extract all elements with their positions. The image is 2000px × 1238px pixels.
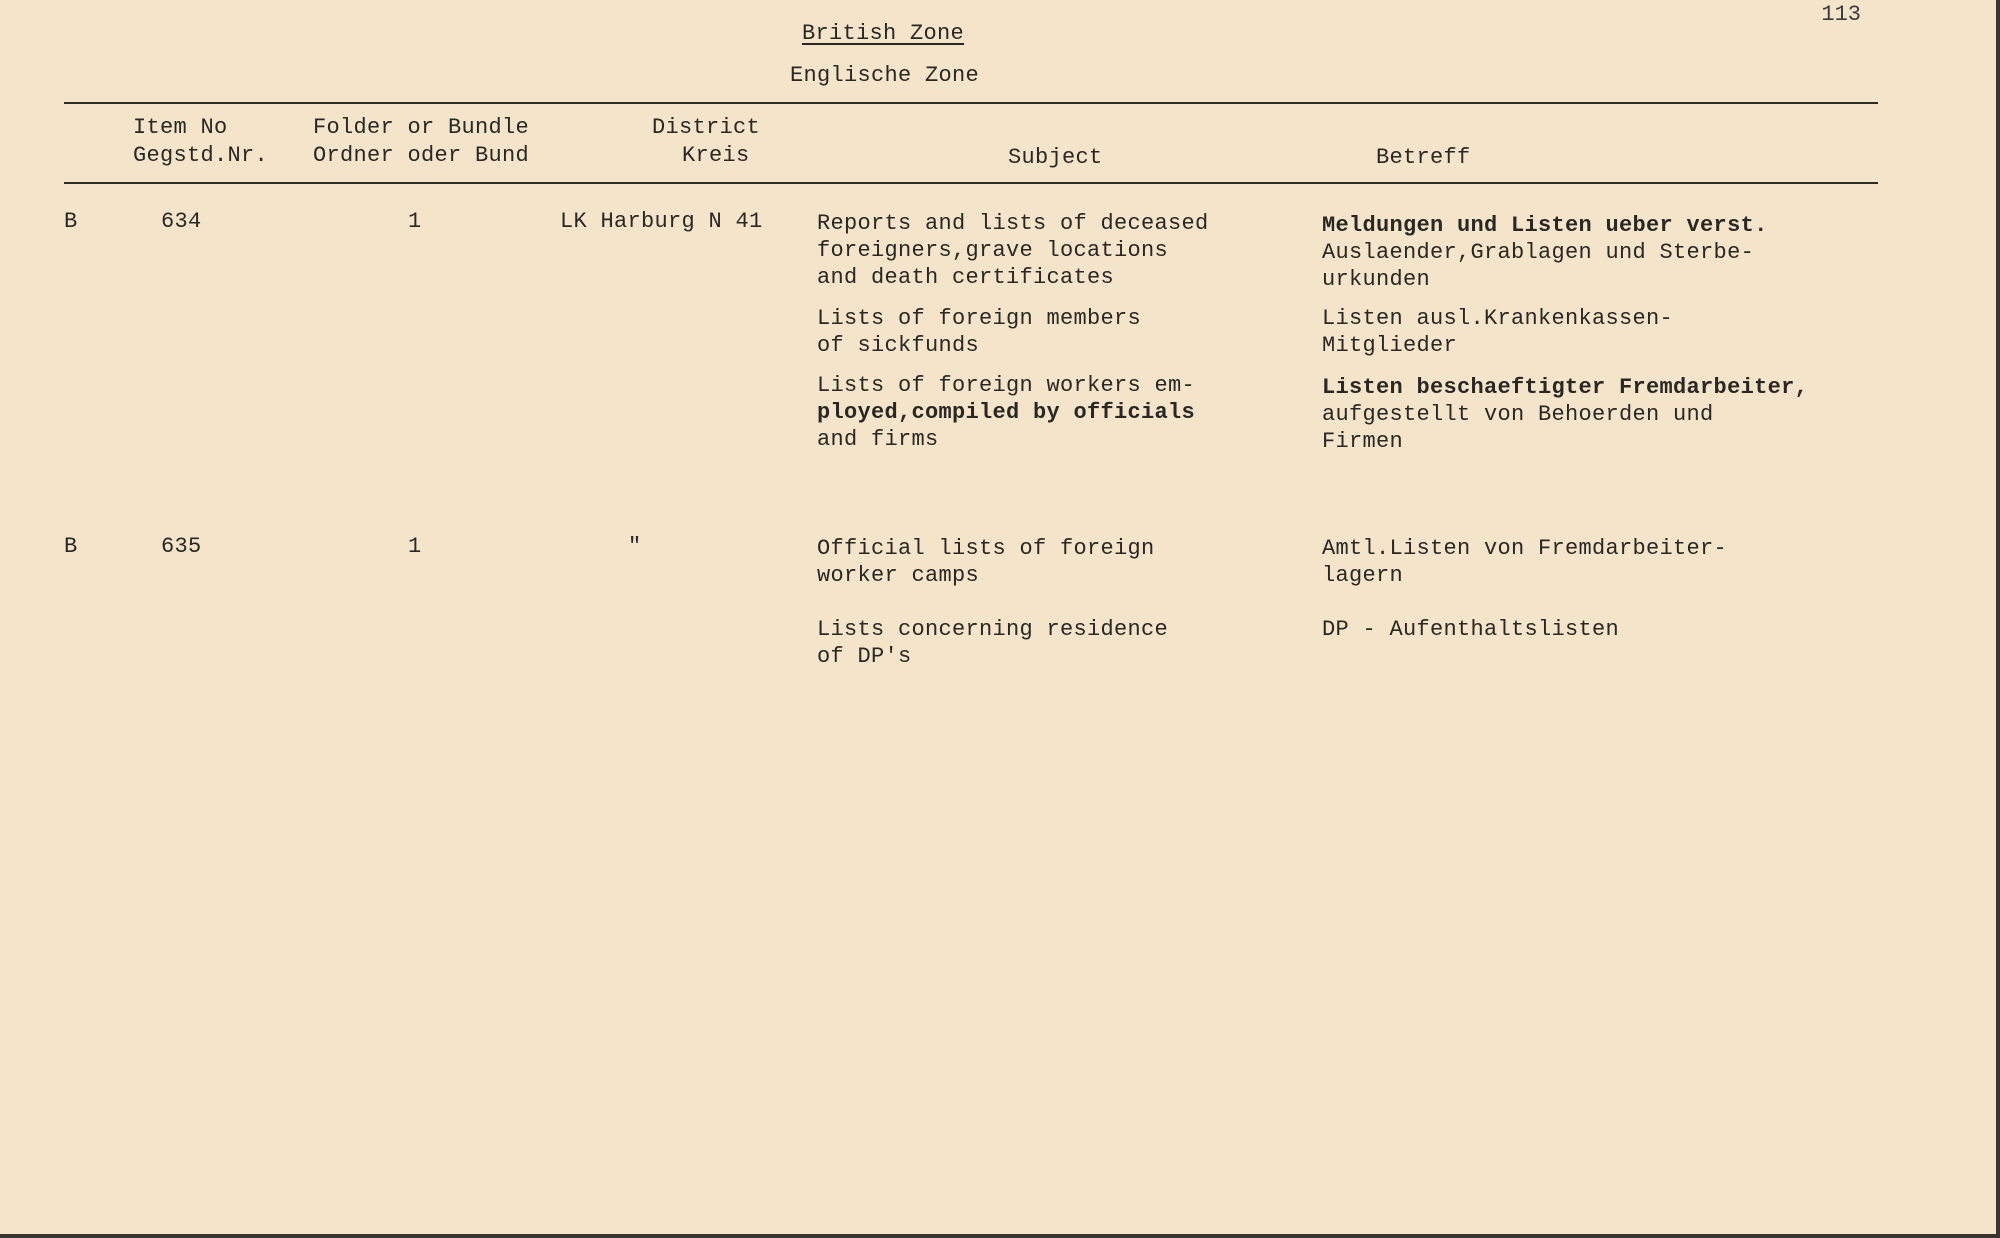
- header-bottom-rule: [64, 182, 1878, 184]
- row-prefix: B: [64, 209, 78, 234]
- subject-line: Lists of foreign members: [817, 306, 1142, 331]
- col-header-folder-de: Ordner oder Bund: [313, 143, 530, 168]
- betreff-line: Mitglieder: [1322, 333, 1458, 358]
- betreff-line: Listen ausl.Krankenkassen-: [1322, 306, 1674, 331]
- subject-line: of sickfunds: [817, 333, 980, 358]
- subject-line: Reports and lists of deceased: [817, 211, 1209, 236]
- betreff-line: Listen beschaeftigter Fremdarbeiter,: [1322, 375, 1809, 400]
- subject-line: Lists concerning residence: [817, 617, 1169, 642]
- col-header-item-en: Item No: [133, 115, 228, 140]
- header-top-rule: [64, 102, 1878, 104]
- betreff-line: DP - Aufenthaltslisten: [1322, 617, 1620, 642]
- page-number: 113: [1821, 2, 1861, 27]
- col-header-district-de: Kreis: [682, 143, 750, 168]
- betreff-line: Firmen: [1322, 429, 1404, 454]
- col-header-item-de: Gegstd.Nr.: [133, 143, 269, 168]
- zone-subtitle: Englische Zone: [790, 63, 980, 88]
- subject-line: ployed,compiled by officials: [817, 400, 1196, 425]
- row-district: LK Harburg N 41: [560, 209, 763, 234]
- row-district: ": [628, 534, 642, 559]
- row-item-number: 634: [161, 209, 202, 234]
- row-folder: 1: [408, 209, 422, 234]
- col-header-betreff: Betreff: [1376, 145, 1471, 170]
- betreff-line: aufgestellt von Behoerden und: [1322, 402, 1714, 427]
- subject-line: foreigners,grave locations: [817, 238, 1169, 263]
- betreff-line: urkunden: [1322, 267, 1431, 292]
- row-prefix: B: [64, 534, 78, 559]
- betreff-line: Meldungen und Listen ueber verst.: [1322, 213, 1768, 238]
- subject-line: worker camps: [817, 563, 980, 588]
- row-item-number: 635: [161, 534, 202, 559]
- subject-line: Lists of foreign workers em-: [817, 373, 1196, 398]
- col-header-folder-en: Folder or Bundle: [313, 115, 530, 140]
- row-folder: 1: [408, 534, 422, 559]
- subject-line: and firms: [817, 427, 939, 452]
- subject-line: Official lists of foreign: [817, 536, 1155, 561]
- zone-title: British Zone: [802, 21, 965, 46]
- subject-line: of DP's: [817, 644, 912, 669]
- col-header-district-en: District: [652, 115, 761, 140]
- subject-line: and death certificates: [817, 265, 1115, 290]
- betreff-line: Auslaender,Grablagen und Sterbe-: [1322, 240, 1755, 265]
- betreff-line: Amtl.Listen von Fremdarbeiter-: [1322, 536, 1728, 561]
- col-header-subject: Subject: [1008, 145, 1103, 170]
- betreff-line: lagern: [1322, 563, 1404, 588]
